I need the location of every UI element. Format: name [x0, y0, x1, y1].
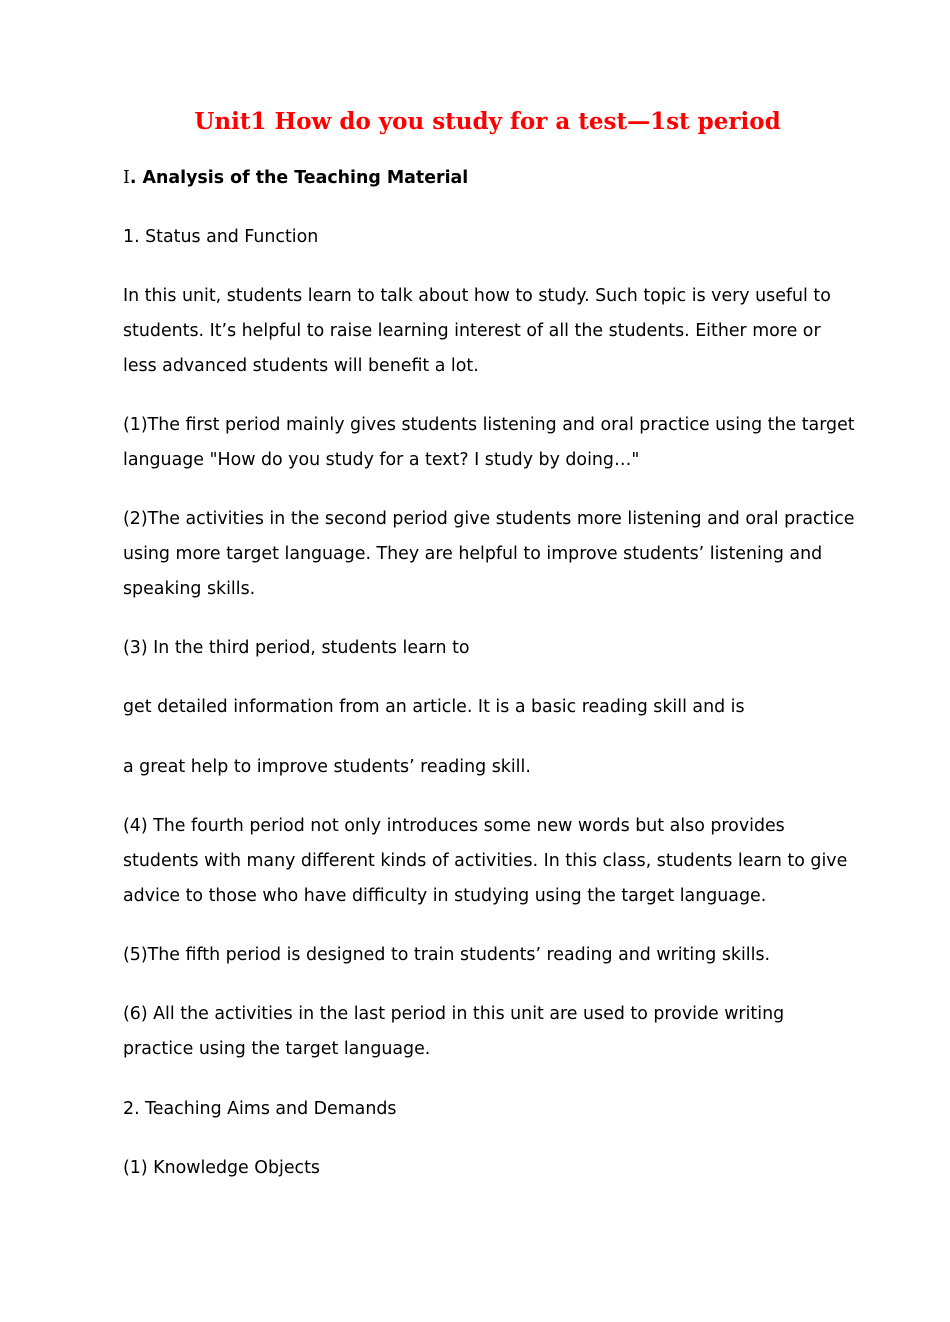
paragraph-unit-intro: In this unit, students learn to talk about how to study. Such topic is very useful to students. It’s helpful to raise learning interest of all the students. Either more or less advanced students will benefit a lot.: [123, 286, 831, 376]
paragraph-status-function: 1. Status and Function: [123, 227, 319, 247]
paragraph-period-4: (4) The fourth period not only introduces some new words but also provides students with many different kinds of activities. In this class, students learn to give advice to those who have difficulty in studying using the target language.: [123, 816, 848, 906]
paragraph-teaching-aims: 2. Teaching Aims and Demands: [123, 1099, 397, 1119]
paragraph-period-3-part-3: a great help to improve students’ reading skill.: [123, 757, 531, 777]
section-heading: [123, 161, 858, 196]
paragraph-period-3-part-1: (3) In the third period, students learn to: [123, 638, 470, 658]
paragraph-knowledge-objects: (1) Knowledge Objects: [123, 1158, 320, 1178]
paragraph-period-2: (2)The activities in the second period give students more listening and oral practice using more target language. They are helpful to improve students’ listening and speaking skills.: [123, 509, 855, 599]
paragraph-period-3-part-2: get detailed information from an article. It is a basic reading skill and is: [123, 697, 745, 717]
section-heading-text: . Analysis of the Teaching Material: [129, 168, 469, 188]
paragraph-period-6: (6) All the activities in the last period in this unit are used to provide writing practice using the target language.: [123, 1004, 785, 1059]
document-title: Unit1 How do you study for a test—1st period: [194, 108, 781, 135]
section-heading-numeral: Ⅰ: [123, 168, 130, 188]
paragraph-period-5: (5)The fifth period is designed to train students’ reading and writing skills.: [123, 945, 771, 965]
paragraph-period-1: (1)The first period mainly gives students listening and oral practice using the target language "How do you study for a text? I study by doing…": [123, 415, 855, 470]
